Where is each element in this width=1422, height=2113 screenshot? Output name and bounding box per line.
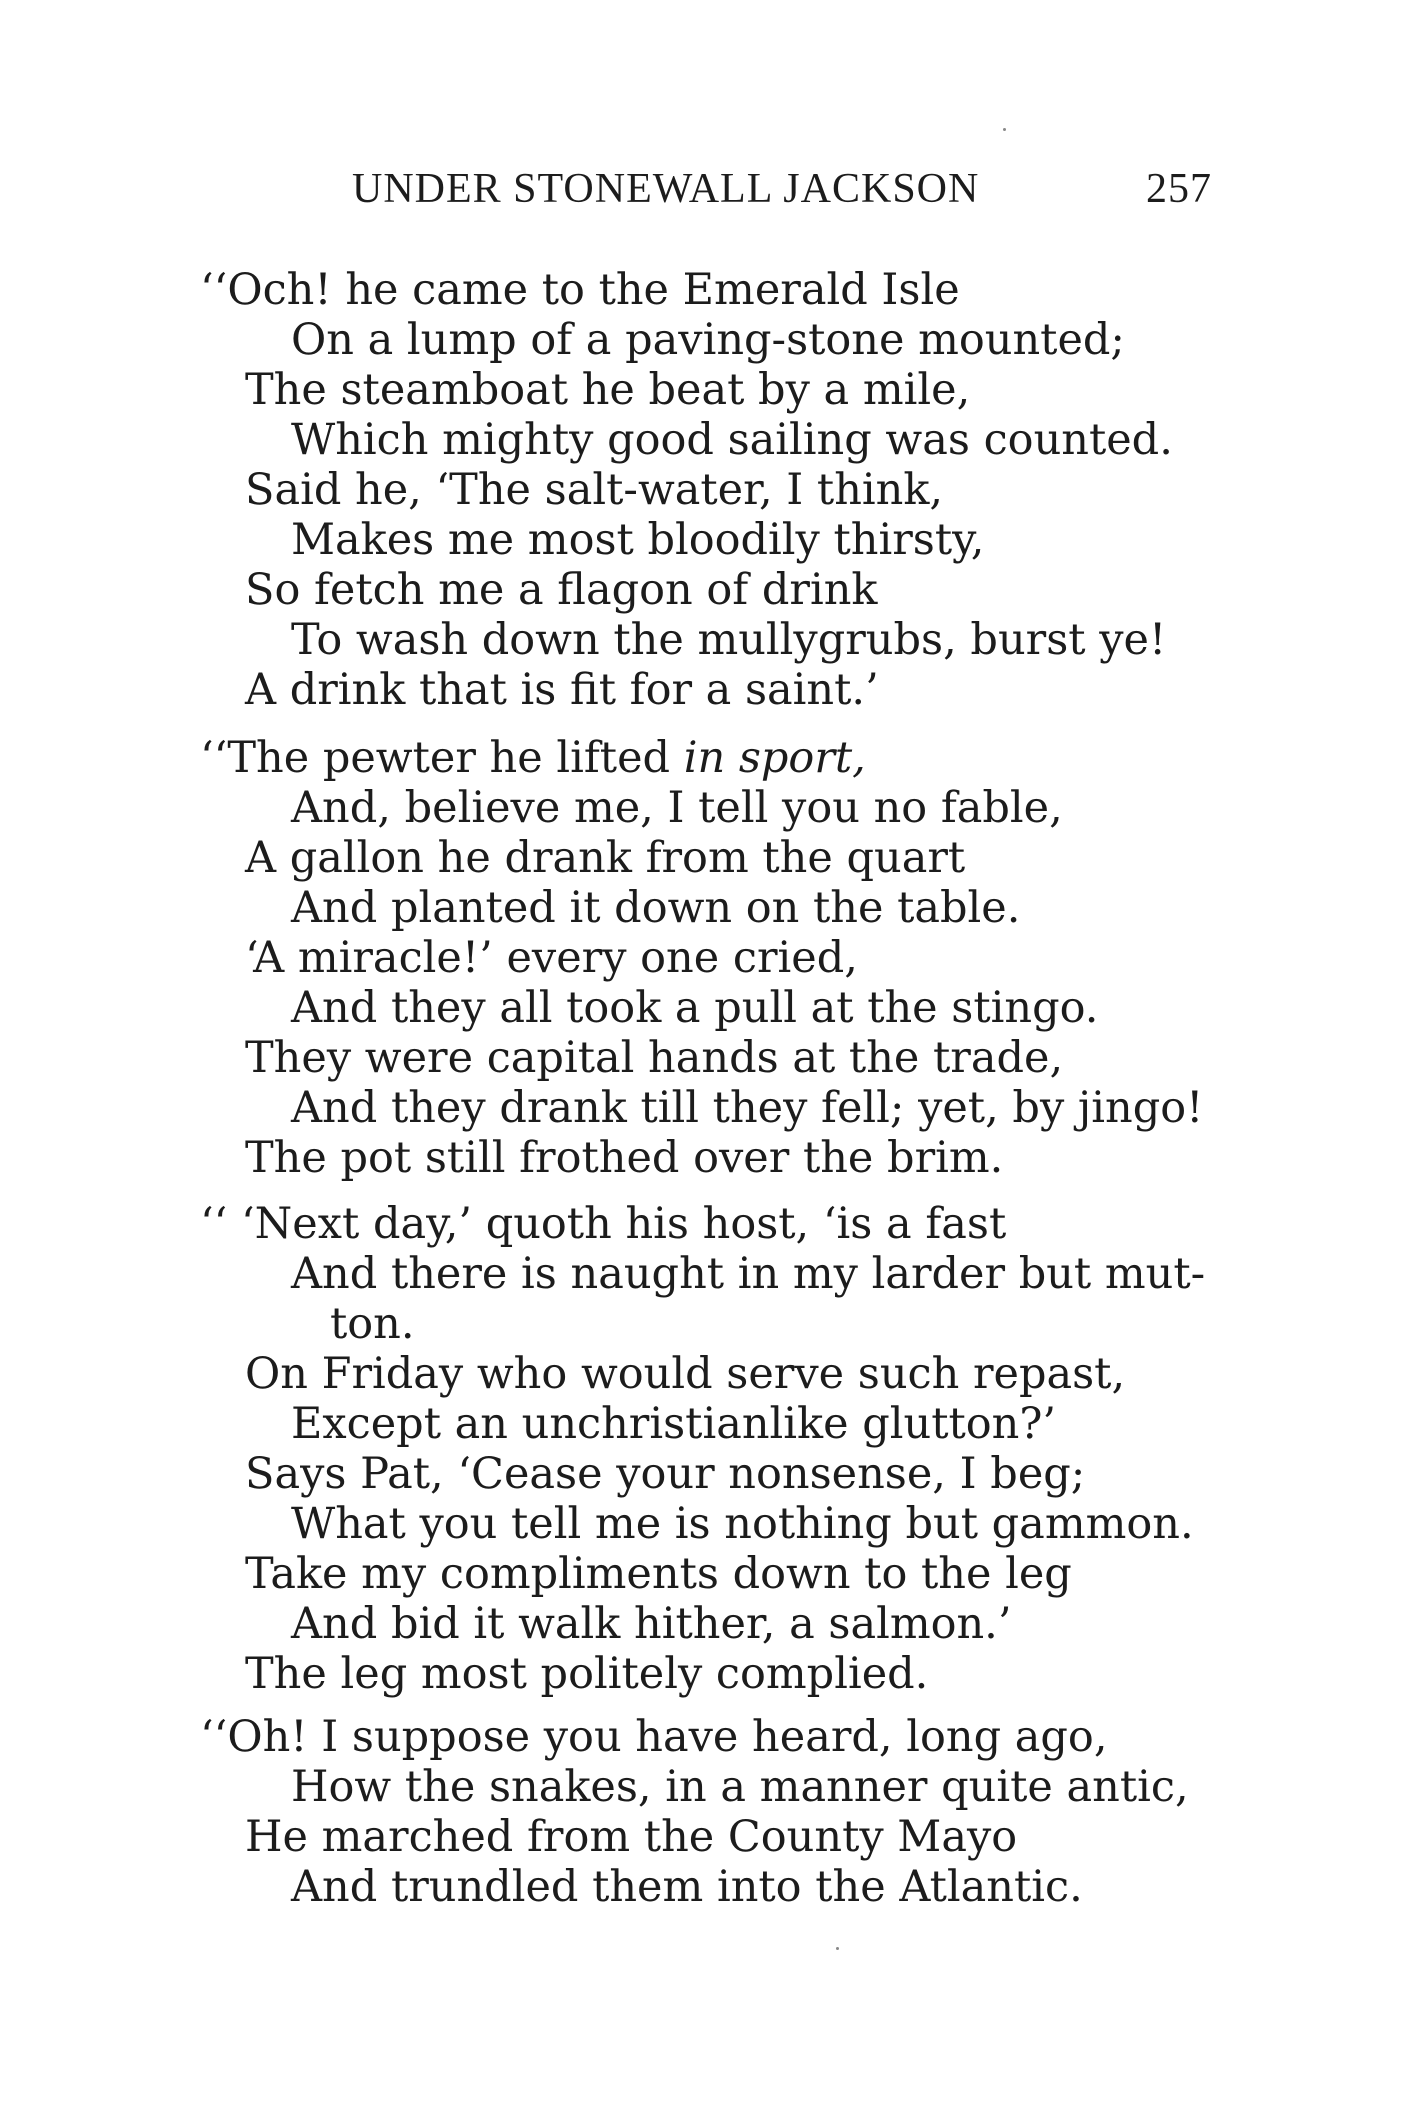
- verse-line: And, believe me, I tell you no fable,: [291, 783, 1063, 833]
- verse-line: ‘‘Och! he came to the Emerald Isle: [200, 265, 960, 315]
- verse-line: ‘‘ ‘Next day,’ quoth his host, ‘is a fast: [200, 1199, 1007, 1249]
- verse-line: He marched from the County Mayo: [245, 1812, 1018, 1862]
- verse-line: Except an unchristianlike glutton?’: [291, 1399, 1057, 1449]
- verse-line: And they drank till they fell; yet, by jingo!: [291, 1083, 1204, 1133]
- verse-line: How the snakes, in a manner quite antic,: [291, 1762, 1189, 1812]
- verse-line-text: ‘‘The pewter he lifted: [200, 733, 684, 783]
- page-number: 257: [1146, 166, 1212, 212]
- stanza-2: [200, 733, 1260, 1183]
- verse-line: Says Pat, ‘Cease your nonsense, I beg;: [245, 1449, 1086, 1499]
- verse-line: The leg most politely complied.: [245, 1649, 929, 1699]
- verse-line: And bid it walk hither, a salmon.’: [291, 1599, 1012, 1649]
- stanza-4: [200, 1712, 1260, 1912]
- verse-line: ton.: [330, 1299, 415, 1349]
- stanza-3: [200, 1199, 1260, 1699]
- print-speck: [836, 1947, 839, 1950]
- verse-line: They were capital hands at the trade,: [245, 1033, 1064, 1083]
- stanza-1: [200, 265, 1260, 715]
- verse-line: Take my compliments down to the leg: [245, 1549, 1072, 1599]
- running-title: UNDER STONEWALL JACKSON: [352, 166, 980, 212]
- verse-line: On Friday who would serve such repast,: [245, 1349, 1126, 1399]
- verse-line: The steamboat he beat by a mile,: [245, 365, 971, 415]
- verse-line: And there is naught in my larder but mut-: [291, 1249, 1206, 1299]
- verse-line: And trundled them into the Atlantic.: [291, 1862, 1083, 1912]
- verse-line: So fetch me a flagon of drink: [245, 565, 878, 615]
- verse-line: Said he, ‘The salt-water, I think,: [245, 465, 944, 515]
- verse-line: And planted it down on the table.: [291, 883, 1021, 933]
- verse-line: ‘A miracle!’ every one cried,: [245, 933, 858, 983]
- verse-line: A gallon he drank from the quart: [245, 833, 966, 883]
- verse-line: [200, 733, 1260, 783]
- verse-line: ‘‘Oh! I suppose you have heard, long ago,: [200, 1712, 1108, 1762]
- verse-line: And they all took a pull at the stingo.: [291, 983, 1099, 1033]
- verse-line-italic: in sport,: [683, 733, 866, 783]
- verse-line: To wash down the mullygrubs, burst ye!: [291, 615, 1167, 665]
- verse-line: Makes me most bloodily thirsty,: [291, 515, 985, 565]
- print-speck: [1003, 128, 1006, 131]
- verse-line: A drink that is fit for a saint.’: [245, 665, 879, 715]
- verse-line: On a lump of a paving-stone mounted;: [291, 315, 1125, 365]
- verse-line: What you tell me is nothing but gammon.: [291, 1499, 1194, 1549]
- verse-line: The pot still frothed over the brim.: [245, 1133, 1004, 1183]
- verse-line: Which mighty good sailing was counted.: [291, 415, 1173, 465]
